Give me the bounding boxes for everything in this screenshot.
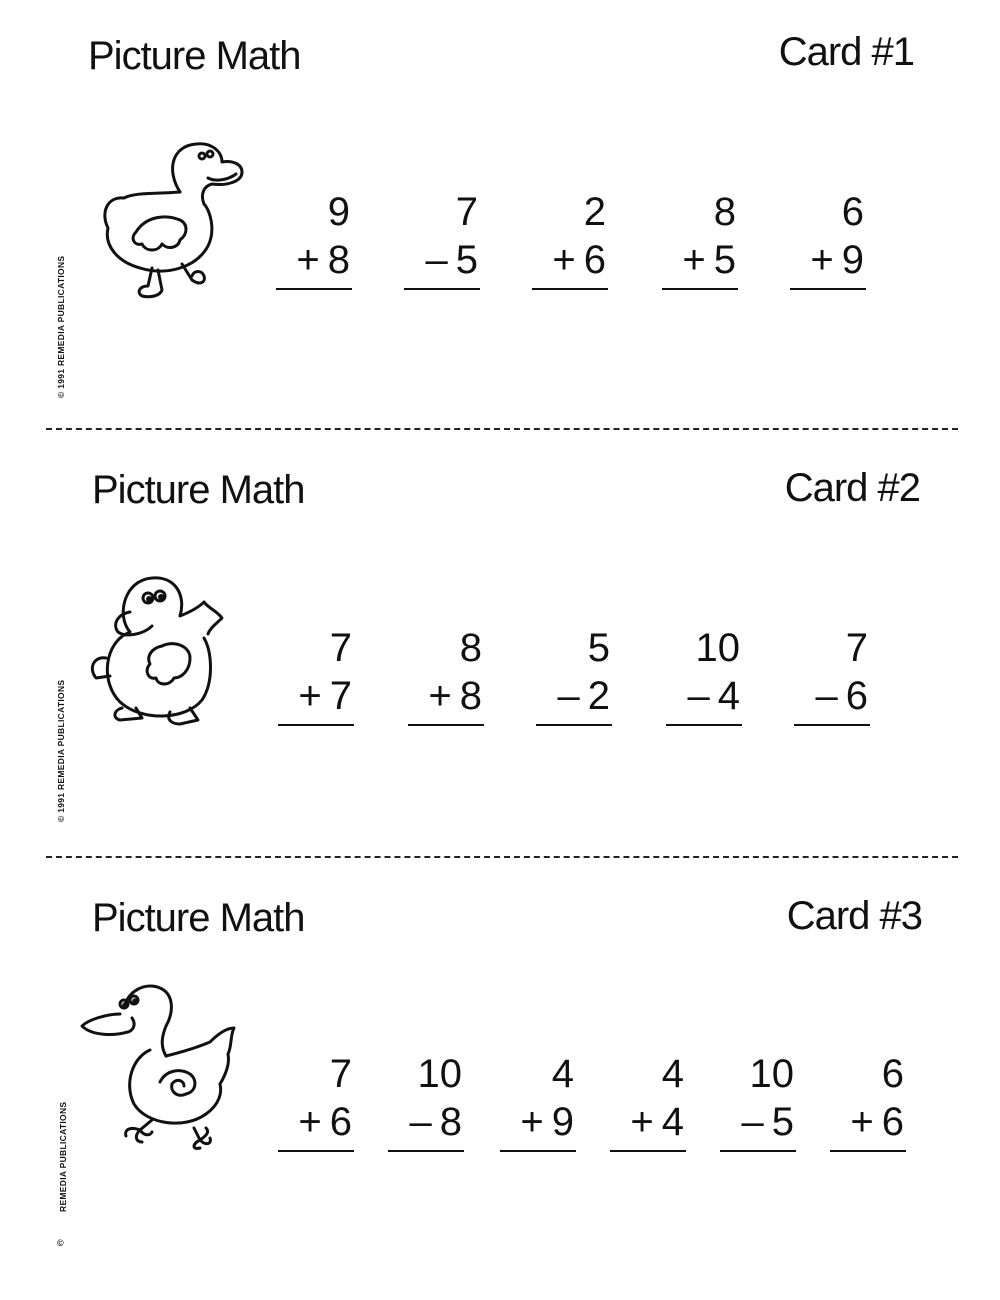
problem-operator: +	[552, 238, 576, 282]
problem-operator: +	[428, 674, 452, 718]
problem-bottom-number: 5	[455, 238, 478, 282]
math-problem	[662, 188, 738, 290]
card-3	[0, 858, 1000, 1300]
problem-bottom-row	[532, 236, 608, 290]
problem-operator: +	[296, 238, 320, 282]
card-2	[0, 432, 1000, 856]
problem-operator: +	[630, 1100, 654, 1144]
problem-operator: +	[298, 1100, 322, 1144]
problem-bottom-number: 8	[327, 238, 350, 282]
problem-top-number: 7	[455, 190, 478, 234]
math-problem	[276, 188, 352, 290]
problem-top-number: 7	[329, 1052, 352, 1096]
card-title: Picture Math	[92, 896, 305, 940]
problem-operator: –	[557, 674, 580, 718]
problem-top-number: 2	[583, 190, 606, 234]
problem-bottom-row	[404, 236, 480, 290]
problem-operator: +	[682, 238, 706, 282]
math-problem	[794, 624, 870, 726]
math-problem	[536, 624, 612, 726]
problem-bottom-row	[278, 672, 354, 726]
problem-top-number: 8	[713, 190, 736, 234]
problem-top-number: 9	[327, 190, 350, 234]
problem-top-number: 5	[587, 626, 610, 670]
problem-bottom-row	[500, 1098, 576, 1152]
problem-bottom-row	[790, 236, 866, 290]
math-problem	[278, 1050, 354, 1152]
problem-bottom-row	[830, 1098, 906, 1152]
math-problem	[388, 1050, 464, 1152]
problem-operator: –	[815, 674, 838, 718]
problem-operator: +	[850, 1100, 874, 1144]
problem-bottom-row	[408, 672, 484, 726]
problem-top-number: 4	[661, 1052, 684, 1096]
card-number: Card #1	[778, 30, 914, 74]
problem-operator: –	[741, 1100, 764, 1144]
math-problem	[532, 188, 608, 290]
card-title: Picture Math	[92, 468, 305, 512]
problem-top-number: 4	[551, 1052, 574, 1096]
problem-bottom-number: 5	[771, 1100, 794, 1144]
problem-operator: –	[409, 1100, 432, 1144]
problem-bottom-number: 4	[717, 674, 740, 718]
problem-bottom-number: 9	[551, 1100, 574, 1144]
problem-bottom-number: 8	[439, 1100, 462, 1144]
copyright-notice: REMEDIA PUBLICATIONS	[58, 1101, 68, 1212]
math-problem	[610, 1050, 686, 1152]
problem-top-number: 10	[417, 1052, 462, 1096]
problem-bottom-row	[794, 672, 870, 726]
math-problem	[500, 1050, 576, 1152]
problem-top-number: 6	[881, 1052, 904, 1096]
duck-icon	[86, 572, 231, 732]
problem-bottom-row	[276, 236, 352, 290]
problem-bottom-number: 6	[881, 1100, 904, 1144]
copyright-mark: ©	[57, 1238, 64, 1248]
problem-bottom-row	[388, 1098, 464, 1152]
problem-bottom-row	[720, 1098, 796, 1152]
problem-bottom-number: 9	[841, 238, 864, 282]
problem-operator: –	[425, 238, 448, 282]
problem-top-number: 8	[459, 626, 482, 670]
problem-top-number: 6	[841, 190, 864, 234]
problem-bottom-row	[278, 1098, 354, 1152]
problem-bottom-row	[666, 672, 742, 726]
problem-bottom-row	[662, 236, 738, 290]
copyright-notice: © 1991 REMEDIA PUBLICATIONS	[56, 255, 66, 398]
math-problem	[666, 624, 742, 726]
problem-operator: +	[810, 238, 834, 282]
problem-operator: +	[298, 674, 322, 718]
problem-bottom-number: 6	[845, 674, 868, 718]
math-problem	[404, 188, 480, 290]
card-number: Card #2	[784, 466, 920, 510]
duck-icon	[96, 136, 246, 301]
problem-operator: +	[520, 1100, 544, 1144]
problem-bottom-number: 7	[329, 674, 352, 718]
problem-bottom-number: 6	[583, 238, 606, 282]
card-title: Picture Math	[88, 34, 301, 78]
problem-bottom-row	[536, 672, 612, 726]
problem-top-number: 10	[749, 1052, 794, 1096]
card-number: Card #3	[786, 894, 922, 938]
copyright-notice: © 1991 REMEDIA PUBLICATIONS	[56, 679, 66, 822]
problem-bottom-row	[610, 1098, 686, 1152]
problem-bottom-number: 2	[587, 674, 610, 718]
math-problem	[790, 188, 866, 290]
math-problem	[830, 1050, 906, 1152]
math-problem	[278, 624, 354, 726]
problem-bottom-number: 8	[459, 674, 482, 718]
card-1	[0, 0, 1000, 430]
problem-bottom-number: 5	[713, 238, 736, 282]
problem-top-number: 10	[695, 626, 740, 670]
math-problem	[408, 624, 484, 726]
cut-line	[46, 428, 958, 430]
problem-bottom-number: 6	[329, 1100, 352, 1144]
problem-operator: –	[687, 674, 710, 718]
problem-top-number: 7	[329, 626, 352, 670]
math-problem	[720, 1050, 796, 1152]
problem-top-number: 7	[845, 626, 868, 670]
problem-bottom-number: 4	[661, 1100, 684, 1144]
duck-icon	[80, 980, 255, 1150]
